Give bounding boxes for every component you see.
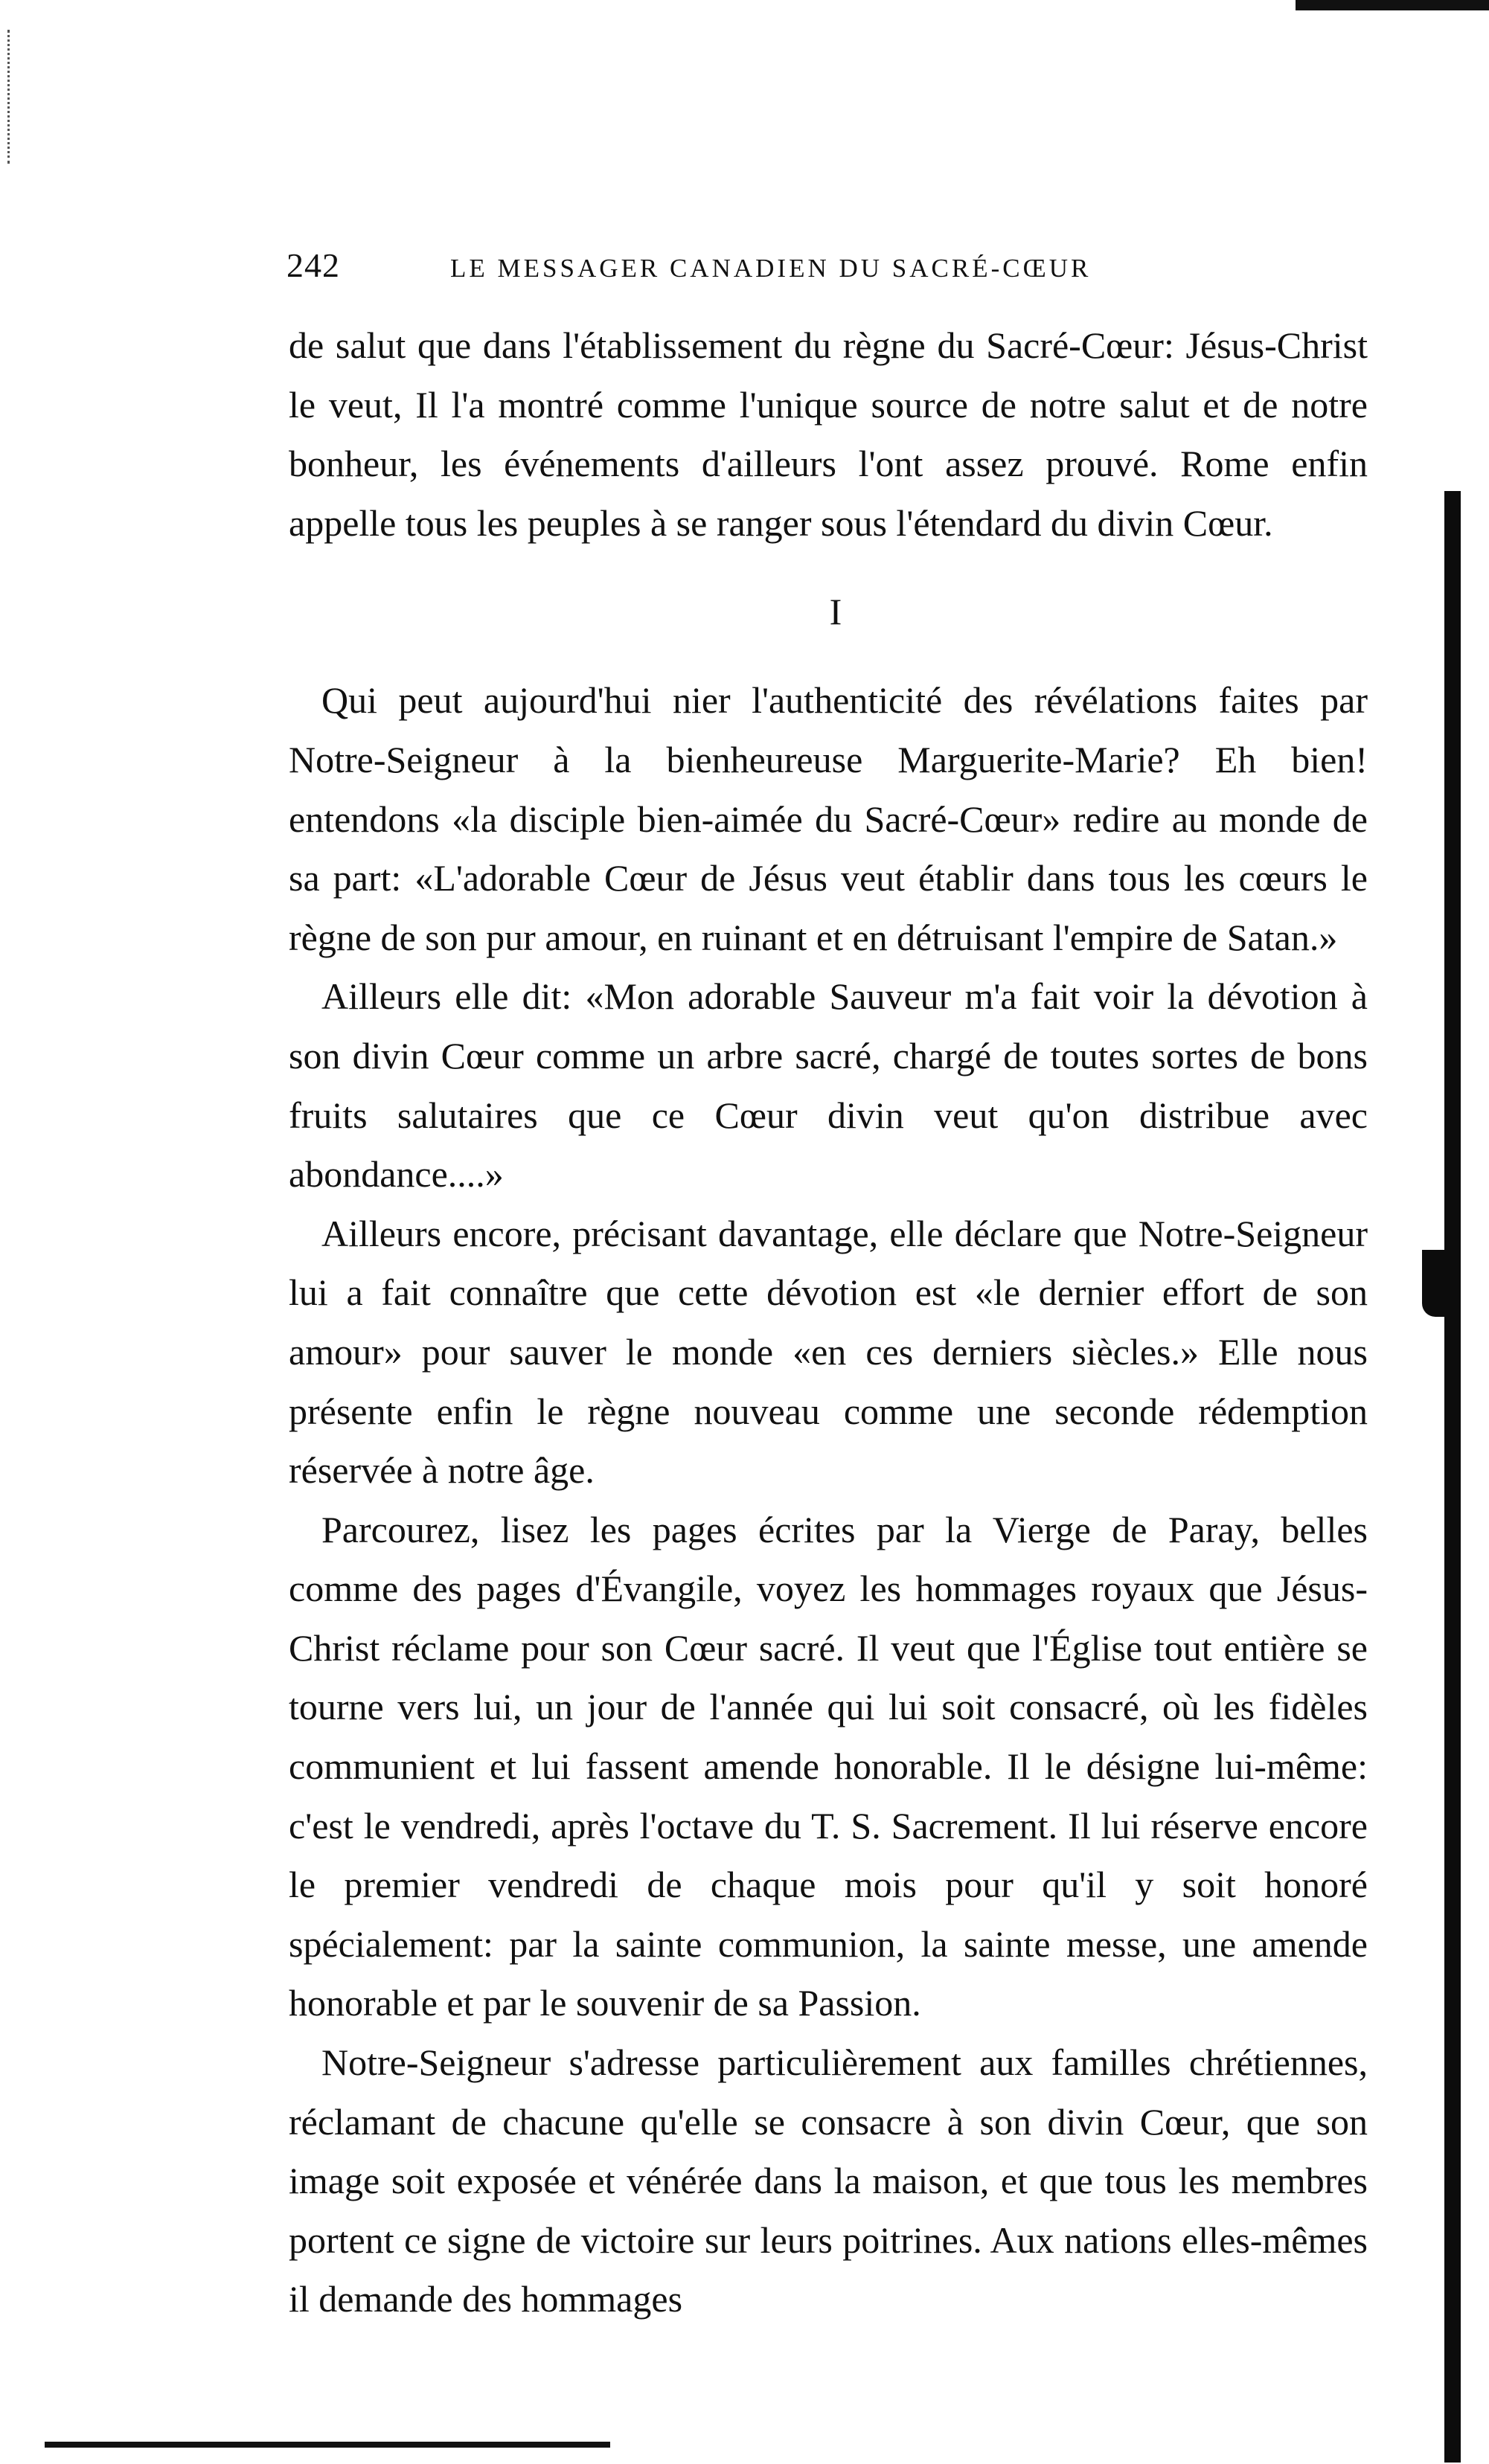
section-number: I bbox=[829, 591, 842, 633]
paragraph: Qui peut aujourd'hui nier l'authenticité des révélations faites par Notre-Seigneur à la bienheureuse Marguerite-Marie? Eh bien! entendons «la disciple bien-aimée du Sacré-Cœur» redire au monde de sa part: «L'adorable Cœur de Jésus veut établir dans tous les cœurs le règne de son pur amour, en ruinant et en détruisant l'empire de Satan.» bbox=[289, 679, 1368, 958]
scan-edge-left bbox=[7, 30, 14, 164]
body-text bbox=[289, 316, 1368, 2329]
scan-edge-top bbox=[1296, 0, 1489, 10]
scan-edge-right bbox=[1444, 491, 1461, 2463]
scan-edge-right-notch bbox=[1422, 1250, 1447, 1317]
paragraph: Ailleurs elle dit: «Mon adorable Sauveur m'a fait voir la dévotion à son divin Cœur comme un arbre sacré, chargé de toutes sortes de bons fruits salutaires que ce Cœur divin veut qu'on distribue avec abondance....» bbox=[289, 975, 1368, 1196]
running-title: LE MESSAGER CANADIEN DU SACRÉ-CŒUR bbox=[450, 254, 1092, 283]
page-number: 242 bbox=[286, 246, 340, 284]
paragraph: Notre-Seigneur s'adresse particulièrement aux familles chrétiennes, réclamant de chacune qu'elle se consacre à son divin Cœur, que son image soit exposée et vénérée dans la maison, et que tous les membres portent ce signe de victoire sur leurs poitrines. Aux nations elles-mêmes il demande des hommages bbox=[289, 2041, 1368, 2320]
paragraph: de salut que dans l'établissement du règne du Sacré-Cœur: Jésus-Christ le veut, Il l'a montré comme l'unique source de notre salut et de notre bonheur, les événements d'ailleurs l'ont assez prouvé. Rome enfin appelle tous les peuples à se ranger sous l'étendard du divin Cœur. bbox=[289, 324, 1368, 544]
paragraph: Parcourez, lisez les pages écrites par la Vierge de Paray, belles comme des pages d'Évangile, voyez les hommages royaux que Jésus-Christ réclame pour son Cœur sacré. Il veut que l'Église tout entière se tourne vers lui, un jour de l'année qui lui soit consacré, où les fidèles communient et lui fassent amende honorable. Il le désigne lui-même: c'est le vendredi, après l'octave du T. S. Sacrement. Il lui réserve encore le premier vendredi de chaque mois pour qu'il y soit honoré spécialement: par la sainte communion, la sainte messe, une amende honorable et par le souvenir de sa Passion. bbox=[289, 1508, 1368, 2024]
paragraph: Ailleurs encore, précisant davantage, elle déclare que Notre-Seigneur lui a fait connaître que cette dévotion est «le dernier effort de son amour» pour sauver le monde «en ces derniers siècles.» Elle nous présente enfin le règne nouveau comme une seconde rédemption réservée à notre âge. bbox=[289, 1212, 1368, 1492]
page-header bbox=[286, 246, 1365, 298]
scan-edge-bottom bbox=[45, 2442, 610, 2448]
